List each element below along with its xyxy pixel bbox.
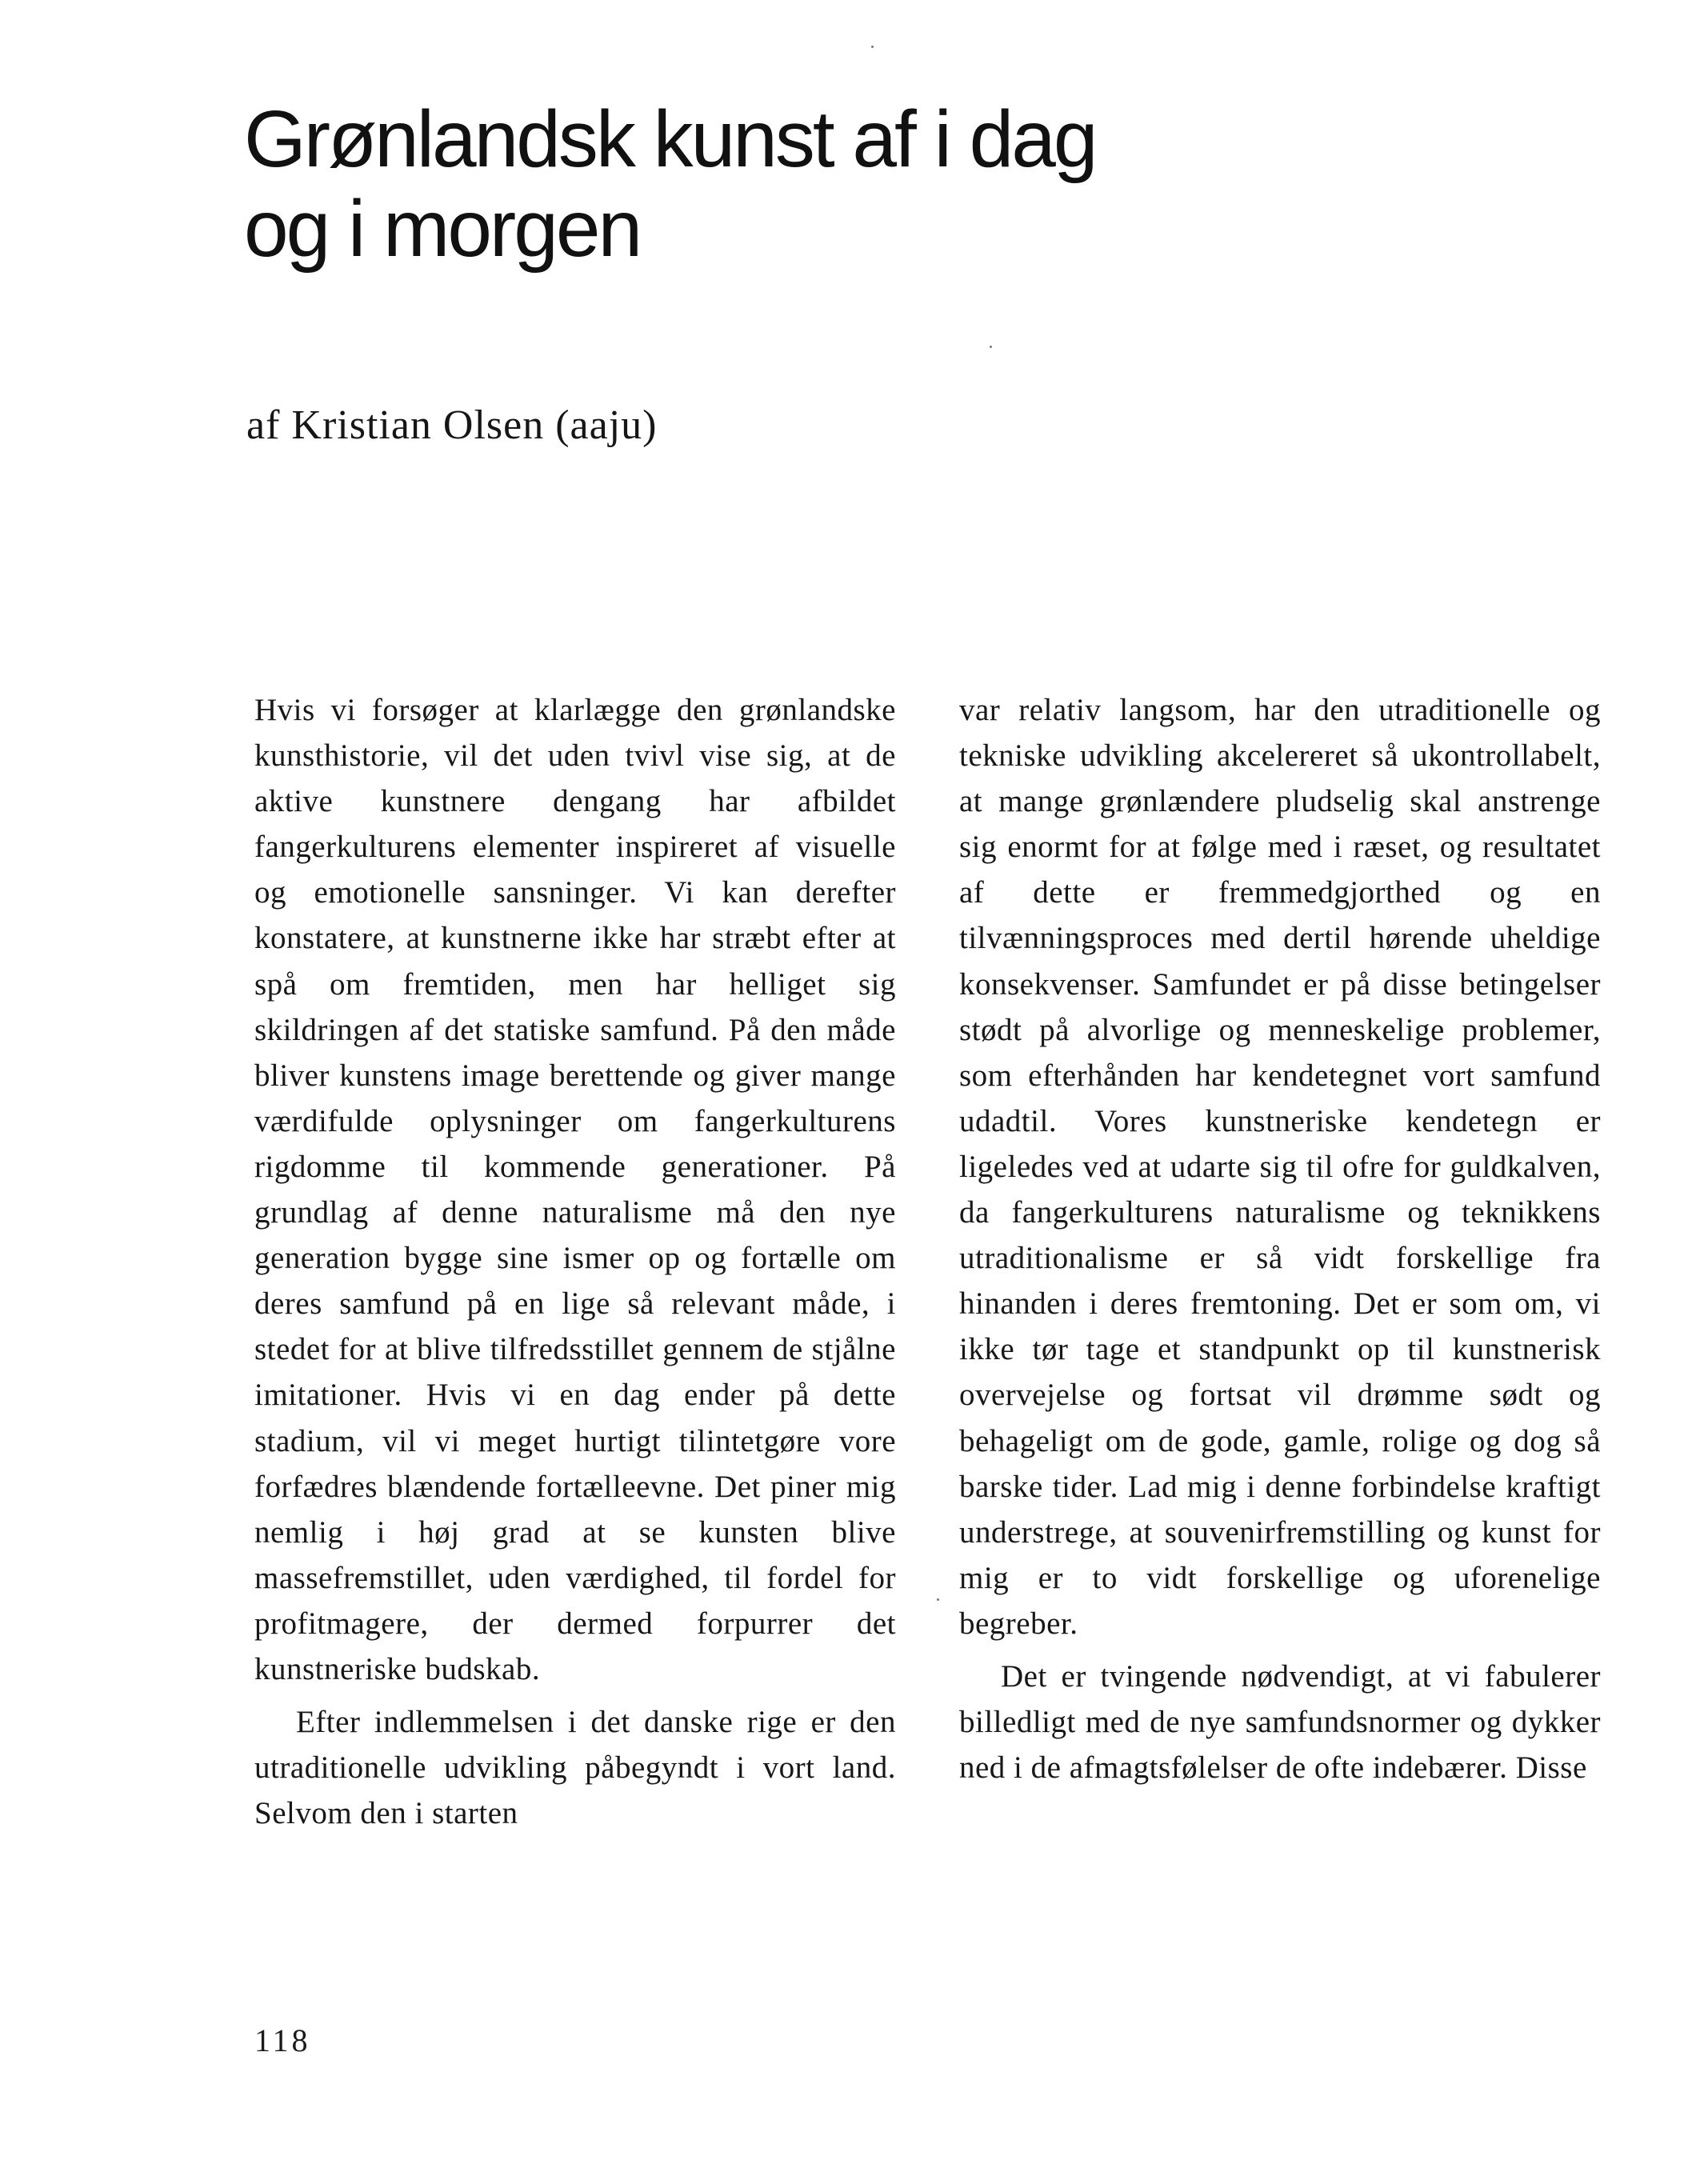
text-column-left: [254, 687, 896, 1836]
paragraph: var relativ langsom, har den utraditionelle og tekniske udvikling akcelereret så ukontrollabelt, at mange grønlændere pludselig skal anstrenge sig enormt for at følge med i ræset, og resultatet af dette er fremmedgjorthed og en tilvænningsproces med dertil hørende uheldige konsekvenser. Samfundet er på disse betingelser stødt på alvorlige og menneskelige problemer, som efterhånden har kendetegnet vort samfund udadtil. Vores kunstneriske kendetegn er ligeledes ved at udarte sig til ofre for guldkalven, da fangerkulturens naturalisme og teknikkens utraditionalisme er så vidt forskellige fra hinanden i deres fremtoning. Det er som om, vi ikke tør tage et standpunkt op til kunstnerisk overvejelse og fortsat vil drømme sødt og behageligt om de gode, gamle, rolige og dog så barske tider. Lad mig i denne forbindelse kraftigt understrege, at souvenirfremstilling og kunst for mig er to vidt forskellige og uforenelige begreber.: [959, 693, 1601, 1641]
article-title: [244, 94, 1524, 274]
text-column-right: [959, 687, 1601, 1790]
scan-speck: [937, 1598, 939, 1601]
scan-speck: [871, 46, 874, 48]
paragraph: Det er tvingende nødvendigt, at vi fabulerer billedligt med de nye samfundsnormer og dykker ned i de afmagtsfølelser de ofte indebærer. Disse: [959, 1658, 1601, 1786]
article-title-line-2: og i morgen: [244, 184, 641, 274]
paragraph: Hvis vi forsøger at klarlægge den grønlandske kunsthistorie, vil det uden tvivl vise sig, at de aktive kunstnere dengang har afbildet fangerkulturens elementer inspireret af visuelle og emotionelle sansninger. Vi kan derefter konstatere, at kunstnerne ikke har stræbt efter at spå om fremtiden, men har helliget sig skildringen af det statiske samfund. På den måde bliver kunstens image berettende og giver mange værdifulde oplysninger om fangerkulturens rigdomme til kommende generationer. På grundlag af denne naturalisme må den nye generation bygge sine ismer op og fortælle om deres samfund på en lige så relevant måde, i stedet for at blive tilfredsstillet gennem de stjålne imitationer. Hvis vi en dag ender på dette stadium, vil vi meget hurtigt tilintetgøre vore forfædres blændende fortælleevne. Det piner mig nemlig i høj grad at se kunsten blive massefremstillet, uden værdighed, til fordel for profitmagere, der dermed forpurrer det kunstneriske budskab.: [254, 693, 896, 1686]
article-title-line-1: Grønlandsk kunst af i dag: [244, 94, 1096, 184]
page-number: 118: [254, 2022, 311, 2058]
scan-speck: [990, 346, 992, 348]
paragraph: Efter indlemmelsen i det danske rige er den utraditionelle udvikling påbegyndt i vort land. Selvom den i starten: [254, 1705, 896, 1831]
article-author: af Kristian Olsen (aaju): [246, 402, 658, 448]
